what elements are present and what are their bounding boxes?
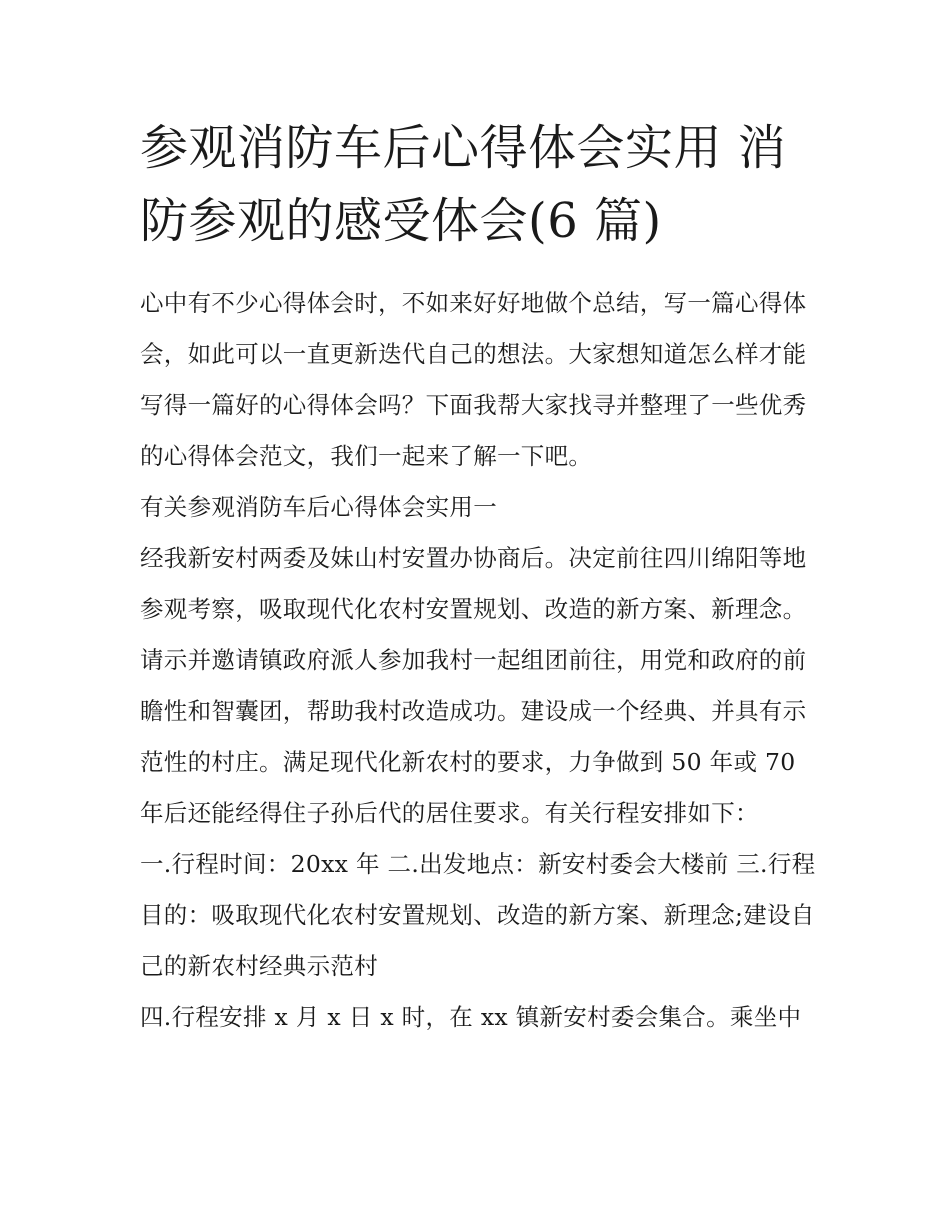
itinerary-paragraph: 一.行程时间：20xx 年 二.出发地点：新安村委会大楼前 三.行程目的：吸取现代化农村安置规划、改造的新方案、新理念;建设自己的新农村经典示范村 [140,850,816,980]
document-body [140,278,820,1043]
section-heading: 有关参观消防车后心得体会实用一 [140,493,497,521]
intro-paragraph: 心中有不少心得体会时，不如来好好地做个总结，写一篇心得体会，如此可以一直更新迭代自己的想法。大家想知道怎么样才能写得一篇好的心得体会吗？下面我帮大家找寻并整理了一些优秀的心得体会范文，我们一起来了解一下吧。 [140,289,807,470]
schedule-paragraph: 四.行程安排 x 月 x 日 x 时，在 xx 镇新安村委会集合。乘坐中 [140,1003,802,1031]
document-title: 参观消防车后心得体会实用 消防参观的感受体会(6 篇) [140,120,787,249]
body-paragraph: 经我新安村两委及妹山村安置办协商后。决定前往四川绵阳等地参观考察，吸取现代化农村安置规划、改造的新方案、新理念。请示并邀请镇政府派人参加我村一起组团前往，用党和政府的前瞻性和智囊团，帮助我村改造成功。建设成一个经典、并具有示范性的村庄。满足现代化新农村的要求，力争做到 50 年或 70 年后还能经得住子孙后代的居住要求。有关行程安排如下： [140,544,807,827]
